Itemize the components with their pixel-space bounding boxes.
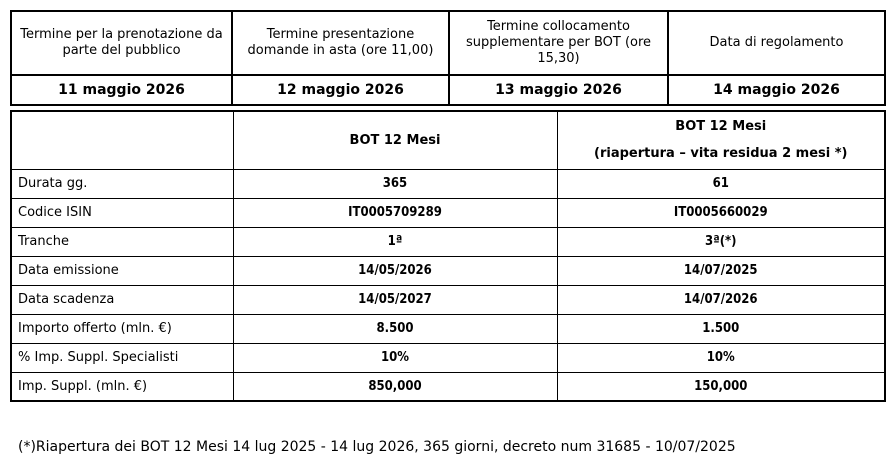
bot-column-header-1 (233, 111, 557, 169)
bot-column-title-1: BOT 12 Mesi (349, 132, 441, 148)
row-value-col2: 14/07/2025 (557, 256, 885, 285)
row-value-col1: 14/05/2026 (233, 256, 557, 285)
row-value-col2: 3ª(*) (557, 227, 885, 256)
deadlines-header-row (11, 11, 885, 75)
deadline-header-regolamento: Data di regolamento (668, 11, 885, 75)
row-value-col2: IT0005660029 (557, 198, 885, 227)
table-row-imp-suppl-specialisti (11, 343, 885, 372)
row-value-col2: 14/07/2026 (557, 285, 885, 314)
row-value-col1: 1ª (233, 227, 557, 256)
bot-header-row (11, 111, 885, 169)
table-row-importo-offerto (11, 314, 885, 343)
row-label: Importo offerto (mln. €) (11, 314, 233, 343)
row-value-col2: 150,000 (557, 372, 885, 401)
row-value-col1: 10% (233, 343, 557, 372)
row-value-col1: 365 (233, 169, 557, 198)
row-value-col2: 1.500 (557, 314, 885, 343)
row-label: Data emissione (11, 256, 233, 285)
deadline-header-collocamento: Termine collocamento supplementare per BOT (ore 15,30) (449, 11, 668, 75)
bot-details-table (10, 110, 886, 402)
bot-header-empty-cell (11, 111, 233, 169)
row-label: % Imp. Suppl. Specialisti (11, 343, 233, 372)
deadlines-dates-row (11, 75, 885, 105)
table-row-data-scadenza (11, 285, 885, 314)
bot-column-subtitle-2: (riapertura – vita residua 2 mesi *) (594, 146, 848, 162)
row-value-col1: 8.500 (233, 314, 557, 343)
row-label: Codice ISIN (11, 198, 233, 227)
table-row-tranche (11, 227, 885, 256)
deadline-date-prenotazione: 11 maggio 2026 (11, 75, 232, 105)
row-label: Tranche (11, 227, 233, 256)
footnote: (*)Riapertura dei BOT 12 Mesi 14 lug 2025 - 14 lug 2026, 365 giorni, decreto num 31685 - 10/07/2025 (18, 439, 736, 455)
deadline-date-regolamento: 14 maggio 2026 (668, 75, 885, 105)
row-value-col2: 61 (557, 169, 885, 198)
table-row-isin (11, 198, 885, 227)
bot-column-header-2 (557, 111, 885, 169)
row-label: Durata gg. (11, 169, 233, 198)
deadline-date-collocamento: 13 maggio 2026 (449, 75, 668, 105)
bot-column-title-2: BOT 12 Mesi (675, 119, 767, 135)
row-label: Imp. Suppl. (mln. €) (11, 372, 233, 401)
deadline-header-prenotazione: Termine per la prenotazione da parte del pubblico (11, 11, 232, 75)
table-row-imp-suppl (11, 372, 885, 401)
table-row-data-emissione (11, 256, 885, 285)
row-value-col1: 850,000 (233, 372, 557, 401)
deadline-header-asta: Termine presentazione domande in asta (ore 11,00) (232, 11, 449, 75)
row-value-col1: 14/05/2027 (233, 285, 557, 314)
table-row-durata (11, 169, 885, 198)
deadline-date-asta: 12 maggio 2026 (232, 75, 449, 105)
row-value-col1: IT0005709289 (233, 198, 557, 227)
row-value-col2: 10% (557, 343, 885, 372)
row-label: Data scadenza (11, 285, 233, 314)
deadlines-table (10, 10, 886, 106)
